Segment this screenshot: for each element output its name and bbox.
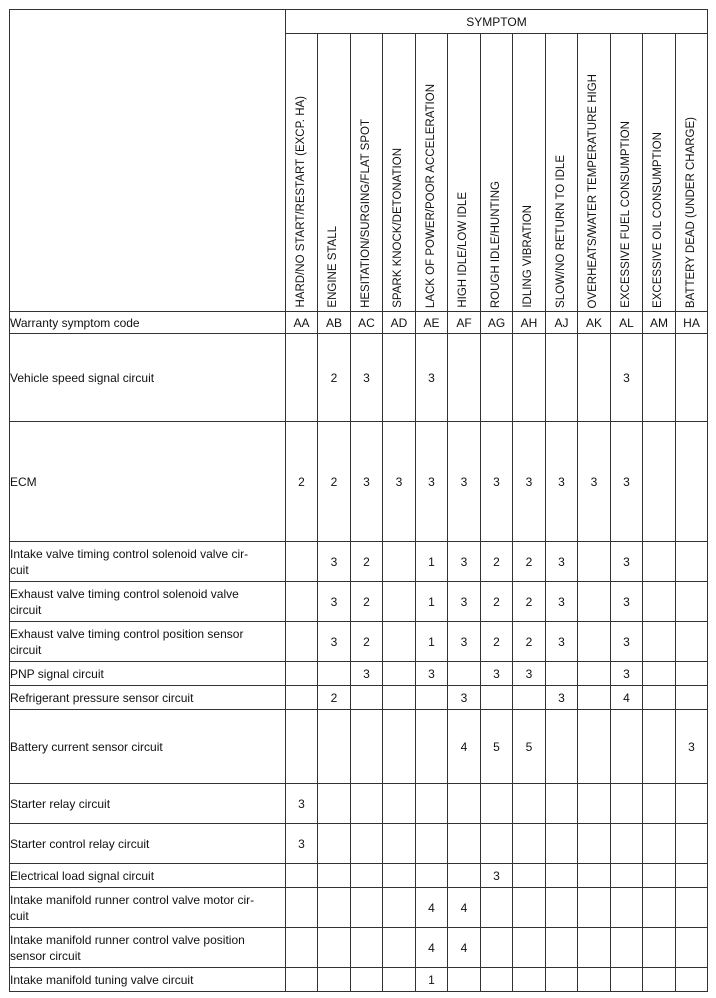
priority-cell <box>611 710 643 784</box>
table-row <box>10 784 708 824</box>
priority-cell: 3 <box>416 334 448 422</box>
priority-cell <box>611 968 643 992</box>
priority-cell: 4 <box>448 928 481 968</box>
priority-cell <box>318 888 351 928</box>
priority-cell <box>351 928 383 968</box>
priority-cell <box>318 784 351 824</box>
priority-cell: 1 <box>416 622 448 662</box>
priority-cell <box>481 824 513 864</box>
priority-cell <box>643 824 676 864</box>
priority-cell <box>578 824 611 864</box>
priority-cell <box>448 784 481 824</box>
priority-cell <box>546 864 578 888</box>
priority-cell <box>416 710 448 784</box>
symptom-name: SLOW/NO RETURN TO IDLE <box>554 155 567 308</box>
priority-cell <box>383 622 416 662</box>
priority-cell <box>318 824 351 864</box>
priority-cell: 2 <box>481 582 513 622</box>
warranty-code: AM <box>643 312 676 334</box>
priority-cell: 2 <box>513 542 546 582</box>
priority-cell: 4 <box>611 686 643 710</box>
symptom-header <box>611 34 643 312</box>
symptom-name: HARD/NO START/RESTART (EXCP. HA) <box>294 96 307 308</box>
priority-cell: 3 <box>546 422 578 542</box>
priority-cell: 3 <box>611 662 643 686</box>
symptom-header <box>383 34 416 312</box>
priority-cell <box>286 928 318 968</box>
priority-cell <box>546 928 578 968</box>
priority-cell <box>643 662 676 686</box>
priority-cell: 3 <box>481 662 513 686</box>
priority-cell: 3 <box>448 542 481 582</box>
priority-cell <box>351 864 383 888</box>
priority-cell: 3 <box>351 422 383 542</box>
priority-cell: 3 <box>481 422 513 542</box>
warranty-code: AA <box>286 312 318 334</box>
priority-cell: 2 <box>318 686 351 710</box>
priority-cell <box>416 784 448 824</box>
priority-cell <box>611 888 643 928</box>
priority-cell: 2 <box>318 422 351 542</box>
priority-cell <box>513 928 546 968</box>
symptom-title: SYMPTOM <box>286 10 708 34</box>
priority-cell: 1 <box>416 542 448 582</box>
priority-cell <box>318 662 351 686</box>
table-row <box>10 662 708 686</box>
priority-cell <box>676 686 708 710</box>
priority-cell <box>318 928 351 968</box>
priority-cell <box>676 824 708 864</box>
priority-cell: 3 <box>416 662 448 686</box>
warranty-code: AG <box>481 312 513 334</box>
table-row <box>10 824 708 864</box>
priority-cell <box>513 824 546 864</box>
priority-cell <box>513 334 546 422</box>
table-row <box>10 968 708 992</box>
priority-cell: 2 <box>286 422 318 542</box>
priority-cell <box>546 784 578 824</box>
table-row <box>10 422 708 542</box>
priority-cell <box>351 784 383 824</box>
priority-cell <box>611 928 643 968</box>
priority-cell: 3 <box>318 542 351 582</box>
priority-cell <box>383 334 416 422</box>
priority-cell: 3 <box>448 582 481 622</box>
warranty-code: AL <box>611 312 643 334</box>
priority-cell <box>416 824 448 864</box>
warranty-code: HA <box>676 312 708 334</box>
row-label: Intake manifold tuning valve circuit <box>10 968 286 992</box>
priority-cell: 3 <box>513 662 546 686</box>
priority-cell <box>286 662 318 686</box>
priority-cell <box>513 686 546 710</box>
priority-cell <box>286 622 318 662</box>
table-row <box>10 542 708 582</box>
priority-cell: 5 <box>481 710 513 784</box>
priority-cell <box>643 582 676 622</box>
symptom-name: EXCESSIVE FUEL CONSUMPTION <box>619 121 632 308</box>
row-label: Refrigerant pressure sensor circuit <box>10 686 286 710</box>
priority-cell: 3 <box>513 422 546 542</box>
priority-cell: 3 <box>286 784 318 824</box>
priority-cell: 3 <box>578 422 611 542</box>
priority-cell <box>546 710 578 784</box>
priority-cell <box>676 928 708 968</box>
symptom-header <box>286 34 318 312</box>
priority-cell <box>318 710 351 784</box>
symptom-name: ROUGH IDLE/HUNTING <box>489 180 502 308</box>
priority-cell: 2 <box>351 622 383 662</box>
symptom-name: LACK OF POWER/POOR ACCELERATION <box>424 83 437 308</box>
priority-cell: 1 <box>416 968 448 992</box>
priority-cell <box>643 784 676 824</box>
priority-cell: 3 <box>416 422 448 542</box>
priority-cell <box>643 928 676 968</box>
priority-cell <box>611 864 643 888</box>
priority-cell: 3 <box>286 824 318 864</box>
symptom-header <box>448 34 481 312</box>
priority-cell: 3 <box>481 864 513 888</box>
priority-cell <box>578 334 611 422</box>
symptom-name: HIGH IDLE/LOW IDLE <box>457 192 470 308</box>
priority-cell <box>383 582 416 622</box>
priority-cell <box>676 334 708 422</box>
priority-cell: 3 <box>448 686 481 710</box>
priority-cell <box>286 686 318 710</box>
priority-cell <box>676 888 708 928</box>
symptom-name: EXCESSIVE OIL CONSUMPTION <box>652 132 665 308</box>
priority-cell <box>286 334 318 422</box>
priority-cell <box>611 784 643 824</box>
symptom-header <box>318 34 351 312</box>
priority-cell: 3 <box>351 662 383 686</box>
priority-cell <box>383 662 416 686</box>
table-corner <box>10 10 286 312</box>
warranty-code: AC <box>351 312 383 334</box>
priority-cell <box>578 864 611 888</box>
warranty-code: AB <box>318 312 351 334</box>
symptom-name: BATTERY DEAD (UNDER CHARGE) <box>684 116 697 308</box>
priority-cell <box>643 422 676 542</box>
priority-cell: 2 <box>318 334 351 422</box>
symptom-header <box>481 34 513 312</box>
priority-cell: 2 <box>513 622 546 662</box>
priority-cell <box>481 928 513 968</box>
priority-cell <box>448 824 481 864</box>
priority-cell <box>676 422 708 542</box>
priority-cell <box>578 784 611 824</box>
priority-cell <box>676 622 708 662</box>
symptom-name: HESITATION/SURGING/FLAT SPOT <box>359 119 372 308</box>
priority-cell: 3 <box>546 542 578 582</box>
row-label: Intake manifold runner control valve position sensor circuit <box>10 928 286 968</box>
priority-cell <box>676 784 708 824</box>
priority-cell <box>286 542 318 582</box>
priority-cell <box>578 710 611 784</box>
priority-cell <box>383 928 416 968</box>
row-label: Vehicle speed signal circuit <box>10 334 286 422</box>
priority-cell <box>286 968 318 992</box>
priority-cell <box>513 968 546 992</box>
priority-cell <box>286 864 318 888</box>
priority-cell: 2 <box>481 542 513 582</box>
priority-cell: 2 <box>481 622 513 662</box>
priority-cell: 2 <box>351 582 383 622</box>
priority-cell: 3 <box>611 334 643 422</box>
priority-cell <box>286 710 318 784</box>
priority-cell: 4 <box>448 710 481 784</box>
priority-cell <box>481 784 513 824</box>
priority-cell <box>448 864 481 888</box>
symptom-name: OVERHEATS/WATER TEMPERATURE HIGH <box>587 73 600 308</box>
priority-cell: 3 <box>546 582 578 622</box>
priority-cell <box>383 784 416 824</box>
priority-cell <box>643 968 676 992</box>
row-label: Starter relay circuit <box>10 784 286 824</box>
symptom-header <box>351 34 383 312</box>
priority-cell <box>481 334 513 422</box>
priority-cell <box>513 864 546 888</box>
priority-cell <box>286 582 318 622</box>
priority-cell <box>351 888 383 928</box>
warranty-code: AJ <box>546 312 578 334</box>
priority-cell <box>611 824 643 864</box>
priority-cell: 3 <box>318 622 351 662</box>
priority-cell: 5 <box>513 710 546 784</box>
priority-cell: 3 <box>611 582 643 622</box>
priority-cell <box>481 686 513 710</box>
priority-cell: 4 <box>416 928 448 968</box>
warranty-code: AD <box>383 312 416 334</box>
priority-cell: 3 <box>546 686 578 710</box>
row-label: Electrical load signal circuit <box>10 864 286 888</box>
priority-cell <box>676 542 708 582</box>
symptom-header <box>643 34 676 312</box>
priority-cell: 3 <box>351 334 383 422</box>
priority-cell <box>546 968 578 992</box>
priority-cell <box>448 662 481 686</box>
table-row <box>10 888 708 928</box>
row-label: ECM <box>10 422 286 542</box>
priority-cell <box>383 824 416 864</box>
priority-cell <box>481 968 513 992</box>
priority-cell <box>546 824 578 864</box>
priority-cell <box>351 824 383 864</box>
priority-cell <box>383 888 416 928</box>
priority-cell <box>383 864 416 888</box>
warranty-code: AH <box>513 312 546 334</box>
priority-cell: 3 <box>448 422 481 542</box>
symptom-name: SPARK KNOCK/DETONATION <box>392 148 405 308</box>
priority-cell <box>513 888 546 928</box>
priority-cell <box>351 686 383 710</box>
symptom-header <box>676 34 708 312</box>
table-row <box>10 686 708 710</box>
priority-cell: 3 <box>611 542 643 582</box>
priority-cell <box>578 622 611 662</box>
priority-cell <box>416 686 448 710</box>
table-row <box>10 864 708 888</box>
priority-cell <box>578 662 611 686</box>
priority-cell <box>643 542 676 582</box>
warranty-code: AE <box>416 312 448 334</box>
priority-cell <box>676 864 708 888</box>
priority-cell <box>643 686 676 710</box>
priority-cell <box>383 968 416 992</box>
table-row <box>10 334 708 422</box>
priority-cell: 3 <box>383 422 416 542</box>
priority-cell <box>643 710 676 784</box>
priority-cell: 4 <box>416 888 448 928</box>
warranty-code-row <box>10 312 708 334</box>
priority-cell: 3 <box>611 622 643 662</box>
priority-cell: 3 <box>611 422 643 542</box>
priority-cell <box>578 888 611 928</box>
priority-cell <box>578 968 611 992</box>
priority-cell <box>481 888 513 928</box>
priority-cell <box>513 784 546 824</box>
row-label: Starter control relay circuit <box>10 824 286 864</box>
row-label: Intake manifold runner control valve motor cir- cuit <box>10 888 286 928</box>
priority-cell <box>643 864 676 888</box>
priority-cell <box>578 928 611 968</box>
priority-cell: 2 <box>513 582 546 622</box>
priority-cell <box>448 334 481 422</box>
priority-cell: 3 <box>318 582 351 622</box>
priority-cell: 3 <box>448 622 481 662</box>
priority-cell <box>351 710 383 784</box>
priority-cell <box>676 968 708 992</box>
row-label: Intake valve timing control solenoid valve cir- cuit <box>10 542 286 582</box>
priority-cell <box>676 582 708 622</box>
table-row <box>10 928 708 968</box>
priority-cell <box>546 662 578 686</box>
row-label: Exhaust valve timing control solenoid valve circuit <box>10 582 286 622</box>
symptom-header <box>416 34 448 312</box>
warranty-code: AK <box>578 312 611 334</box>
priority-cell <box>318 968 351 992</box>
priority-cell: 3 <box>676 710 708 784</box>
priority-cell <box>676 662 708 686</box>
priority-cell <box>546 334 578 422</box>
row-label: Battery current sensor circuit <box>10 710 286 784</box>
priority-cell <box>546 888 578 928</box>
warranty-code: AF <box>448 312 481 334</box>
table-row <box>10 582 708 622</box>
priority-cell: 1 <box>416 582 448 622</box>
priority-cell: 3 <box>546 622 578 662</box>
priority-cell <box>643 334 676 422</box>
priority-cell <box>383 686 416 710</box>
priority-cell: 4 <box>448 888 481 928</box>
priority-cell <box>578 686 611 710</box>
priority-cell <box>416 864 448 888</box>
symptom-header <box>513 34 546 312</box>
symptom-name: ENGINE STALL <box>327 226 340 308</box>
priority-cell <box>286 888 318 928</box>
priority-cell <box>383 710 416 784</box>
priority-cell <box>643 888 676 928</box>
priority-cell: 2 <box>351 542 383 582</box>
priority-cell <box>643 622 676 662</box>
priority-cell <box>351 968 383 992</box>
table-row <box>10 622 708 662</box>
symptom-header <box>578 34 611 312</box>
row-label: Exhaust valve timing control position sensor circuit <box>10 622 286 662</box>
symptom-table <box>9 9 708 992</box>
symptom-header <box>546 34 578 312</box>
priority-cell <box>578 542 611 582</box>
priority-cell <box>318 864 351 888</box>
row-label: PNP signal circuit <box>10 662 286 686</box>
warranty-label: Warranty symptom code <box>10 312 286 334</box>
symptom-name: IDLING VIBRATION <box>522 205 535 308</box>
priority-cell <box>383 542 416 582</box>
table-row <box>10 710 708 784</box>
priority-cell <box>448 968 481 992</box>
priority-cell <box>578 582 611 622</box>
